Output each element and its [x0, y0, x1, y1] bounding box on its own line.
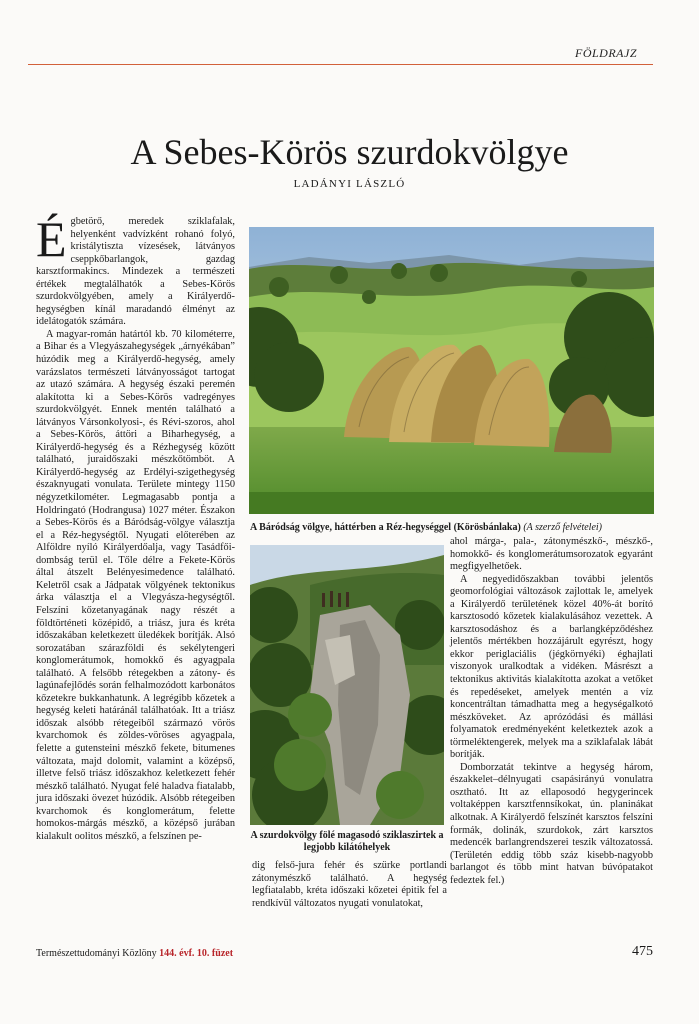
photo-barodsag-valley: [249, 227, 654, 514]
body-paragraph: dig felső-jura fehér és szürke portlandi zátonymészkő található. A hegység legfiatalabb, kréta időszaki kőzetei épitik fel a rendkívül változatos nyugati vonulatokat,: [252, 860, 447, 909]
landscape-haystacks-image: [249, 227, 654, 514]
photo-caption-1: [250, 522, 660, 534]
header-rule: [28, 64, 653, 65]
intro-paragraph: [36, 211, 235, 329]
section-label: FÖLDRAJZ: [575, 46, 637, 60]
page-number: 475: [632, 944, 653, 959]
journal-issue: 144. évf. 10. füzet: [159, 948, 234, 959]
footer-journal: [36, 948, 233, 959]
article-title: A Sebes-Körös szurdokvölgye: [130, 132, 569, 172]
caption-text: A Báródság völgye, háttérben a Réz-hegységgel (Körösbánlaka): [250, 522, 521, 533]
body-paragraph: ahol márga-, pala-, zátonymészkő-, mészkő-, homokkő- és konglomerátumsorozatok egyaránt megfigyelhetőek.: [450, 536, 653, 573]
cliff-image: [250, 545, 444, 825]
text-column-right: [450, 536, 653, 887]
photo-caption-2: A szurdokvölgy fölé magasodó sziklaszirtek a legjobb kilátóhelyek: [250, 830, 444, 853]
body-paragraph: A negyedidőszakban további jelentős geomorfológiai változások zajlottak le, amelyek a Királyerdő területének közel 40%-át borító karsztosodó kőzetek kialakulásához vezettek. A karsztosodáshoz és a barlangképződéshez jelentős mértékben hozzájárult egyrészt, hogy ekkor periglaciális (jégkörnyéki) éghajlati viszonyok uralkodtak a vidéken. Másrészt a tektonikus aktivitás kialakította azokat a vetőket és repedéseket, amelyek mentén a víz koncentráltan támadhatta meg a hegységalkotó mészköveket. Az aprózódási és mállási folyamatok eredményeként keletkeztek azok a törmeléktengerek, melyek ma a sziklafalak lábát borítják.: [450, 573, 653, 761]
body-paragraph: A magyar-román határtól kb. 70 kilométerre, a Bihar és a Vlegyászahegységek „árnyékában” húzódik meg a Királyerdő-hegység, amely varázslatos természeti látványosságot tartogat az utazó számára. A hegység északi peremén alakította ki a Sebes-Körös vadregényes szurdokvölgyét. Ennek mentén található a látványos Vársonkolyosi-, és Révi-szoros, ahol a Sebes-Körös, áttöri a Biharhegység, a Királyerdő-hegység és a Rézhegység között található, juraidőszaki mészkőtömböt. A Királyerdő-hegység az Erdélyi-szigethegység északnyugati vonulata. Területe mintegy 1150 négyzetkilométer. Legmagasabb pontja a Holdringató (Hodrangusa) 1027 méter. Északon a Sebes-Körös és a Báródság-völgye választja el a Réz-hegységtől. Nyugati előterében az Alföldre nyíló Királyerdőalja, vagy Tasádfői-dombság terül el. Tőle délre a Fekete-Körös által átszelt Belényesimedence található. Keletről csak a Jádpatak völgyének tektonikus árka választja el a Vlegyásza-hegységtől. Felszíni kőzetanyagának nagy részét a földtörténeti középidő, a triász, jura és kréta időszakában keletkezett üledékek borítják. Alsó sorozatában szárazföldi és sekélytengeri konglomerátumok, homokkő és agyagpala található. A felsőbb rétegekben a zátony- és lagúnafejlődés során felhalmozódott karbonátos kőzetekre bukkanhatunk. A legrégibb kőzetek a hegység keleti határánál találhatóak. Itt a triász időszak alsóbb rétegeiből származó vörös kvarchomok és zöldes-vöröses agyagpala, felette a gutensteini mészkő fekete, bitumenes változata, majd dolomit, valamint a középső, illetve felső triász időszakhoz keletkezett fehér mészkő található. Nyugat felé haladva fiatalabb, jura időszaki övezet húzódik. Alsóbb rétegeiben kvarchomok és konglomerátum, felette homokos-márgás mészkő, a középső jurában kialakult oolitos mészkő, a felszínen pe-: [36, 328, 235, 842]
text-column-middle: [252, 860, 447, 910]
article-author: LADÁNYI LÁSZLÓ: [293, 178, 406, 190]
drop-cap: É: [36, 211, 67, 267]
text-column-left: [36, 211, 235, 843]
photo-cliff-viewpoint: [250, 545, 444, 825]
body-paragraph: Domborzatát tekintve a hegység három, északkelet–délnyugati csapásirányú vonulatra osztható. Itt az ellaposodó hegygerincek voltaképpen karsztfennsíkokat, ún. planinákat alkotnak. A Királyerdő felszínét karsztos felszíni formák, dolinák, szurdokok, zárt karsztos medencék barlangrendszerei teszik változatossá. (Területén eddig több száz kisebb-nagyobb barlangot és több mint hatvan búvópatakot fedeztek fel.): [450, 761, 653, 886]
photo-credit: (A szerző felvételei): [523, 522, 603, 533]
intro-text: gbetörő, meredek sziklafalak, helyenként vadvízként rohanó folyó, kristálytiszta vízesések, látványos cseppkőbarlangok, gazdag karsztformakincs. Mindezek a természeti értékek megtalálhatók a Sebes-Körös szurdokvölgyében, amely a Királyerdő-hegységben kínál maradandó élményt az idelátogatók számára.: [36, 216, 235, 328]
journal-name: Természettudományi Közlöny: [36, 948, 157, 959]
